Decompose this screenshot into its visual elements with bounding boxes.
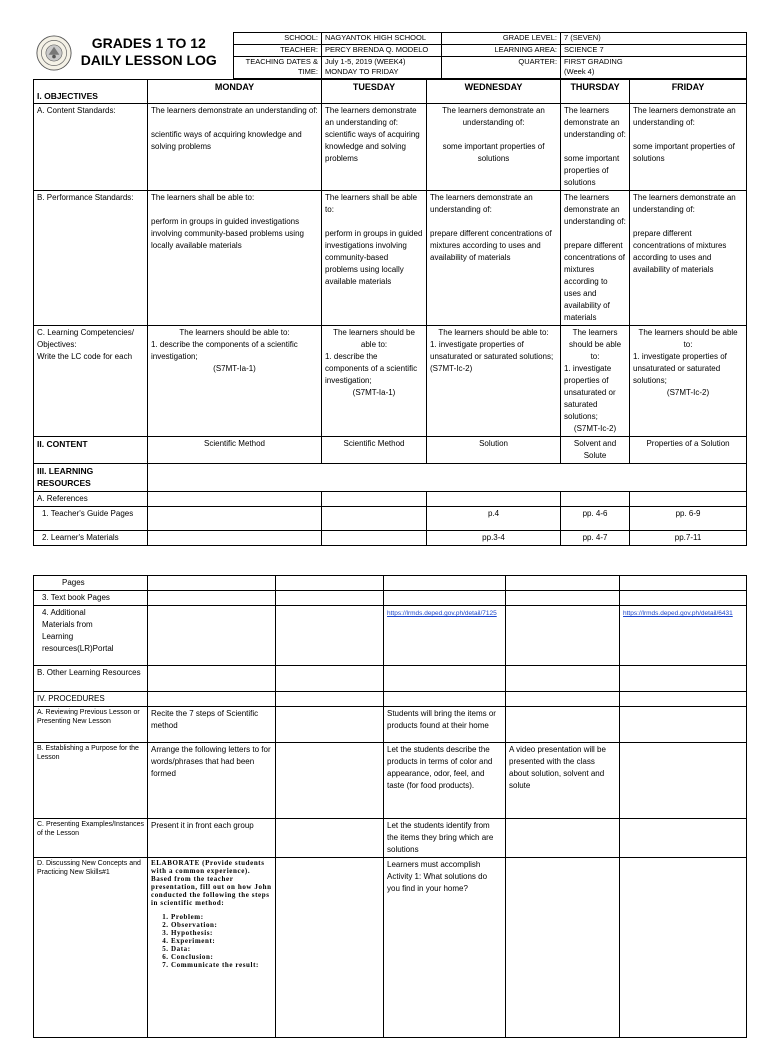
tg-pages-row	[34, 507, 747, 531]
competencies-wednesday	[427, 326, 561, 437]
learning-area-value: SCIENCE 7	[561, 45, 747, 57]
grade-value: 7 (SEVEN)	[561, 33, 747, 45]
additional-materials-friday	[620, 606, 747, 666]
content-tuesday: Scientific Method	[322, 437, 427, 464]
ps-thu-text: prepare different concentrations of mixtures according to uses and availability of materials	[564, 241, 625, 322]
procedures-row	[34, 692, 747, 707]
procedure-c-monday: Present it in front each group	[148, 819, 276, 858]
procedure-d-row	[34, 858, 747, 1038]
tg-pages-friday: pp. 6-9	[630, 507, 747, 531]
tg-pages-tuesday	[322, 507, 427, 531]
competencies-note: Write the LC code for each	[37, 352, 133, 361]
competencies-monday	[148, 326, 322, 437]
day-header-wednesday: WEDNESDAY	[427, 80, 561, 104]
procedure-a-label: A. Reviewing Previous Lesson or Presenting New Lesson	[34, 707, 148, 743]
cs-tue-text: scientific ways of acquiring knowledge and solving problems	[325, 130, 420, 163]
quarter-label: QUARTER:	[442, 57, 561, 79]
content-row	[34, 437, 747, 464]
lc-mon-code: (S7MT-Ia-1)	[213, 364, 256, 373]
lesson-log-table-page1	[33, 32, 747, 546]
lc-wed-head: The learners should be able to:	[438, 328, 549, 337]
content-friday: Properties of a Solution	[630, 437, 747, 464]
objectives-heading: I. OBJECTIVES	[34, 80, 148, 104]
procedure-b-label: B. Establishing a Purpose for the Lesson	[34, 743, 148, 819]
lm-pages-cont-row	[34, 576, 747, 591]
procedure-a-wednesday: Students will bring the items or products found at their home	[384, 707, 506, 743]
learning-resources-label: III. LEARNING RESOURCES	[34, 464, 148, 492]
competencies-friday	[630, 326, 747, 437]
procedure-c-label: C. Presenting Examples/Instances of the Lesson	[34, 819, 148, 858]
lc-fri-head: The learners should be able to:	[638, 328, 738, 349]
additional-materials-label: 4. Additional Materials from Learning resources(LR)Portal	[34, 606, 148, 666]
scientific-method-step: 7. Communicate the result:	[171, 961, 272, 969]
textbook-label: 3. Text book Pages	[34, 591, 148, 606]
lm-pages-wednesday: pp.3-4	[427, 531, 561, 546]
ps-tue-intro: The learners shall be able to:	[325, 193, 418, 214]
cs-thu-intro: The learners demonstrate an understanding of:	[564, 106, 626, 139]
cs-fri-intro: The learners demonstrate an understanding of:	[633, 106, 736, 127]
grade-label: GRADE LEVEL:	[442, 33, 561, 45]
ps-wed-intro: The learners demonstrate an understanding of:	[430, 193, 533, 214]
tg-pages-monday	[148, 507, 322, 531]
ps-fri-intro: The learners demonstrate an understanding of:	[633, 193, 736, 214]
lc-thu-text: 1. investigate properties of unsaturated or saturated solutions;	[564, 364, 616, 421]
school-value: NAGYANTOK HIGH SCHOOL	[322, 33, 442, 45]
lm-pages-thursday: pp. 4-7	[561, 531, 630, 546]
competencies-label	[34, 326, 148, 437]
scientific-method-step: 4. Experiment:	[171, 937, 272, 945]
lc-mon-head: The learners should be able to:	[179, 328, 290, 337]
procedure-b-thursday: A video presentation will be presented with the class about solution, solvent and solute	[506, 743, 620, 819]
content-standards-friday	[630, 104, 747, 191]
ps-fri-text: prepare different concentrations of mixtures according to uses and availability of materials	[633, 229, 727, 274]
lc-wed-text: 1. investigate properties of unsaturated or saturated solutions;	[430, 340, 554, 361]
additional-materials-wednesday	[384, 606, 506, 666]
teaching-dates-label: TEACHING DATES & TIME:	[234, 57, 322, 79]
lc-thu-head: The learners should be able to:	[569, 328, 622, 361]
performance-standards-wednesday	[427, 191, 561, 326]
procedure-d-wednesday: Learners must accomplish Activity 1: What solutions do you find in your home?	[384, 858, 506, 1038]
cs-tue-intro: The learners demonstrate an understanding of:	[325, 106, 417, 127]
lr-portal-link-friday[interactable]: https://lrmds.deped.gov.ph/detail/6431	[623, 610, 733, 617]
day-header-tuesday: TUESDAY	[322, 80, 427, 104]
procedure-b-wednesday: Let the students describe the products in terms of color and appearance, odor, feel, and taste (for food products).	[384, 743, 506, 819]
day-header-friday: FRIDAY	[630, 80, 747, 104]
cs-fri-text: some important properties of solutions	[633, 142, 735, 163]
scientific-method-step: 6. Conclusion:	[171, 953, 272, 961]
competencies-thursday	[561, 326, 630, 437]
procedure-d-label: D. Discussing New Concepts and Practicing New Skills#1	[34, 858, 148, 1038]
procedure-c-row	[34, 819, 747, 858]
content-monday: Scientific Method	[148, 437, 322, 464]
scientific-method-step: 1. Problem:	[171, 913, 272, 921]
procedure-a-monday: Recite the 7 steps of Scientific method	[148, 707, 276, 743]
lm-pages-tuesday	[322, 531, 427, 546]
scientific-method-step: 2. Observation:	[171, 921, 272, 929]
procedure-d-monday	[148, 858, 276, 1038]
ps-mon-text: perform in groups in guided investigations involving community-based problems using locally available materials	[151, 217, 304, 250]
teacher-value: PERCY BRENDA Q. MODELO	[322, 45, 442, 57]
school-label: SCHOOL:	[234, 33, 322, 45]
content-label: II. CONTENT	[34, 437, 148, 464]
performance-standards-monday	[148, 191, 322, 326]
lr-portal-link-wednesday[interactable]: https://lrmds.deped.gov.ph/detail/7125	[387, 610, 497, 617]
lc-mon-text: 1. describe the components of a scientific investigation;	[151, 340, 298, 361]
elaborate-instructions: ELABORATE (Provide students with a common experience). Based from the teacher presentation, fill out on how John conducted the following the steps in scientific method:	[151, 859, 272, 907]
lc-fri-text: 1. investigate properties of unsaturated or saturated solutions;	[633, 352, 727, 385]
learning-resources-blank	[148, 464, 747, 492]
quarter-name: FIRST GRADING	[564, 57, 623, 66]
lc-wed-code: (S7MT-Ic-2)	[430, 364, 473, 373]
procedure-b-row	[34, 743, 747, 819]
competencies-tuesday	[322, 326, 427, 437]
ps-tue-text: perform in groups in guided investigations involving community-based problems using locally available materials	[325, 229, 423, 286]
scientific-method-step: 3. Hypothesis:	[171, 929, 272, 937]
procedures-label: IV. PROCEDURES	[34, 692, 148, 707]
content-standards-row	[34, 104, 747, 191]
ps-wed-text: prepare different concentrations of mixtures according to uses and availability of materials	[430, 229, 552, 262]
title-daily-lesson-log: DAILY LESSON LOG	[80, 51, 217, 68]
procedure-c-wednesday: Let the students identify from the items they bring which are solutions	[384, 819, 506, 858]
tg-pages-wednesday: p.4	[427, 507, 561, 531]
title-grades: GRADES 1 TO 12	[91, 34, 206, 51]
tg-pages-label: 1. Teacher's Guide Pages	[34, 507, 148, 531]
learning-resources-row	[34, 464, 747, 492]
tg-pages-thursday: pp. 4-6	[561, 507, 630, 531]
lc-fri-code: (S7MT-Ic-2)	[666, 388, 710, 397]
learning-area-label: LEARNING AREA:	[442, 45, 561, 57]
content-standards-label: A. Content Standards:	[34, 104, 148, 191]
content-standards-wednesday	[427, 104, 561, 191]
lm-pages-row	[34, 531, 747, 546]
lm-pages-friday: pp.7-11	[630, 531, 747, 546]
teaching-dates-value	[322, 57, 442, 79]
performance-standards-tuesday	[322, 191, 427, 326]
procedure-b-monday: Arrange the following letters to for words/phrases that had been formed	[148, 743, 276, 819]
performance-standards-friday	[630, 191, 747, 326]
textbook-row	[34, 591, 747, 606]
cs-mon-text: scientific ways of acquiring knowledge and solving problems	[151, 130, 302, 151]
content-thursday: Solvent and Solute	[561, 437, 630, 464]
content-standards-monday	[148, 104, 322, 191]
lc-thu-code: (S7MT-Ic-2)	[573, 424, 617, 433]
cs-wed-intro: The learners demonstrate an understanding of:	[442, 106, 545, 127]
scientific-method-steps	[151, 913, 272, 969]
ps-mon-intro: The learners shall be able to:	[151, 193, 255, 202]
scientific-method-step: 5. Data:	[171, 945, 272, 953]
quarter-value	[561, 57, 747, 79]
procedure-a-row	[34, 707, 747, 743]
additional-materials-row	[34, 606, 747, 666]
ps-thu-intro: The learners demonstrate an understanding of:	[564, 193, 626, 226]
competencies-row	[34, 326, 747, 437]
performance-standards-label: B. Performance Standards:	[34, 191, 148, 326]
cs-mon-intro: The learners demonstrate an understanding of:	[151, 106, 318, 115]
lm-pages-cont-label: Pages	[34, 576, 148, 591]
competencies-heading: C. Learning Competencies/ Objectives:	[37, 328, 134, 349]
lm-pages-monday	[148, 531, 322, 546]
lc-tue-code: (S7MT-Ia-1)	[352, 388, 396, 397]
lesson-log-table-page2	[33, 575, 747, 1038]
time-value: MONDAY TO FRIDAY	[325, 67, 399, 76]
content-standards-thursday	[561, 104, 630, 191]
lc-tue-text: 1. describe the components of a scientific investigation;	[325, 352, 418, 385]
day-header-monday: MONDAY	[148, 80, 322, 104]
other-resources-label: B. Other Learning Resources	[34, 666, 148, 692]
performance-standards-row	[34, 191, 747, 326]
dates-value: July 1-5, 2019 (WEEK4)	[325, 57, 406, 66]
performance-standards-thursday	[561, 191, 630, 326]
day-header-thursday: THURSDAY	[561, 80, 630, 104]
quarter-week: (Week 4)	[564, 67, 595, 76]
cs-thu-text: some important properties of solutions	[564, 154, 620, 187]
other-resources-row	[34, 666, 747, 692]
lm-pages-label: 2. Learner's Materials	[34, 531, 148, 546]
cs-wed-text: some important properties of solutions	[442, 142, 545, 163]
teacher-label: TEACHER:	[234, 45, 322, 57]
references-label: A. References	[34, 492, 148, 507]
content-standards-tuesday	[322, 104, 427, 191]
content-wednesday: Solution	[427, 437, 561, 464]
references-row	[34, 492, 747, 507]
lc-tue-head: The learners should be able to:	[333, 328, 415, 349]
